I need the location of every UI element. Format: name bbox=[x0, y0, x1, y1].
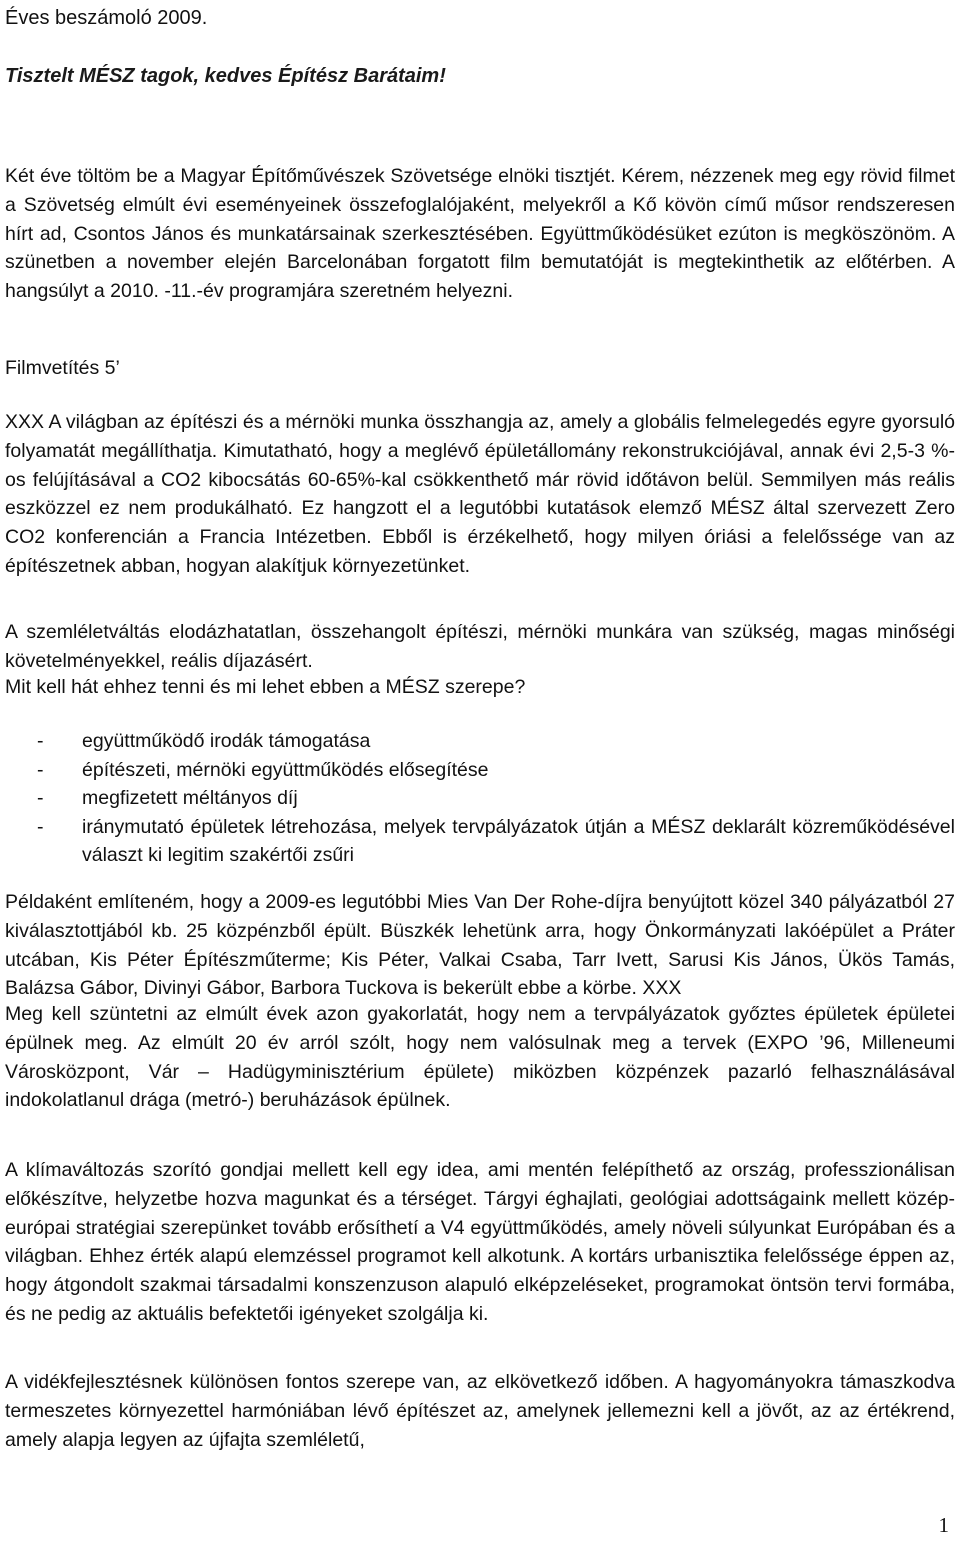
list-item-text: építészeti, mérnöki együttműködés elősegítése bbox=[82, 758, 489, 781]
list-item-text: iránymutató épületek létrehozása, melyek tervpályázatok útján a MÉSZ deklarált közreműködésével választ ki legitim szakértői zsűri bbox=[82, 815, 955, 866]
paragraph-question: Mit kell hát ehhez tenni és mi lehet ebben a MÉSZ szerepe? bbox=[5, 676, 526, 698]
document-title: Éves beszámoló 2009. bbox=[5, 7, 208, 29]
paragraph-film-note: Filmvetítés 5’ bbox=[5, 357, 120, 379]
paragraph-climate-strategy: A klímaváltozás szorító gondjai mellett kell egy idea, ami mentén felépíthető az ország, professzionálisan előkészítve, helyzetbe hozva magunkat és a térséget. Tárgyi éghajlati, geológiai adottságaink mellett közép-európai stratégiai szerepünket tovább erősíthetí a V4 együttműködés, amely növeli súlyunkat Európában és a világban. Ehhez érték alapú elemzéssel programot kell alkotunk. A kortárs urbanisztika felelőssége éppen az, hogy átgondolt szakmai társadalmi konszenzuson alapuló elképzeléseket, programokat öntsön tervi formába, és ne pedig az aktuális befektetői igényeket szolgálja ki. bbox=[5, 1159, 955, 1325]
list-marker: - bbox=[37, 787, 44, 809]
list-item bbox=[5, 813, 955, 870]
list-item bbox=[5, 784, 955, 813]
page-number: 1 bbox=[938, 1513, 949, 1537]
paragraph-mies-award: Példaként említeném, hogy a 2009-es legutóbbi Mies Van Der Rohe-díjra benyújtott közel 340 pályázatból 27 kiválasztottjából kb. 25 közpénzből épült. Büszkék lehetünk arra, hogy Önkormányzati lakóépület a Práter utcában, Kis Péter Építészműterme; Kis Péter, Valkai Csaba, Tarr Ivett, Sarusi Kis János, Ükös Tamás, Balázsa Gábor, Divinyi Gábor, Barbora Tuckova is bekerült ebbe a körbe. XXX bbox=[5, 891, 955, 1000]
list-item-text: együttműködő irodák támogatása bbox=[82, 730, 371, 752]
list-marker: - bbox=[37, 758, 44, 781]
paragraph-competitions: Meg kell szüntetni az elmúlt évek azon gyakorlatát, hogy nem a tervpályázatok győztes épületek épületei épülnek meg. Az elmúlt 20 év arról szólt, hogy nem valósulnak meg a tervek (EXPO ’96, Milleneumi Városközpont, Vár – Hadügyminisztérium épülete) miközben közpénzek pazarló felhasználásával indokolatlanul drága (metró-) beruházások épülnek. bbox=[5, 1003, 955, 1112]
list-item bbox=[5, 756, 955, 785]
paragraph-paradigm-shift: A szemléletváltás elodázhatatlan, összehangolt építészi, mérnöki munkára van szükség, magas minőségi követelményekkel, reális díjazásért. bbox=[5, 621, 955, 672]
paragraph-climate: XXX A világban az építészi és a mérnöki munka összhangja az, amely a globális felmelegedés egyre gyorsuló folyamatát megállíthatja. Kimutatható, hogy a meglévő épületállomány rekonstrukciójával, annak évi 2,5-3 %-os felújításával a CO2 kibocsátás 60-65%-kal csökkenthető már rövid időtávon belül. Semmilyen más reális eszközzel ez nem produkálható. Ez hangzott el a legutóbbi kutatások elemző MÉSZ által szervezett Zero CO2 konferencián a Francia Intézetben. Ebből is érzékelhető, hogy milyen óriási a felelőssége van az építészetnek abban, hogyan alakítjuk környezetünket. bbox=[5, 411, 955, 577]
list-marker: - bbox=[37, 730, 44, 752]
list-item-text: megfizetett méltányos díj bbox=[82, 787, 298, 809]
list-marker: - bbox=[37, 815, 44, 838]
greeting: Tisztelt MÉSZ tagok, kedves Építész Barátaim! bbox=[5, 65, 446, 87]
paragraph-intro: Két éve töltöm be a Magyar Építőművészek Szövetsége elnöki tisztjét. Kérem, nézzenek meg egy rövid filmet a Szövetség elmúlt évi eseményeinek összefoglalójaként, melyekről a Kő kövön című műsor rendszeresen hírt ad, Csontos János és munkatársainak szerkesztésében. Együttműködésüket ezúton is megköszönöm. A szünetben a november elején Barcelonában forgatott film bemutatóját is megtekinthetik az előtérben. A hangsúlyt a 2010. -11.-év programjára szeretném helyezni. bbox=[5, 165, 955, 303]
task-list bbox=[5, 727, 955, 870]
list-item bbox=[5, 727, 955, 756]
paragraph-rural-development: A vidékfejlesztésnek különösen fontos szerepe van, az elkövetkező időben. A hagyományokra támaszkodva termeszetes környezettel harmóniában lévő építészet az, amelynek jellemezni kell a jövőt, az az értékrend, amely alapja legyen az újfajta szemléletű, bbox=[5, 1371, 955, 1451]
